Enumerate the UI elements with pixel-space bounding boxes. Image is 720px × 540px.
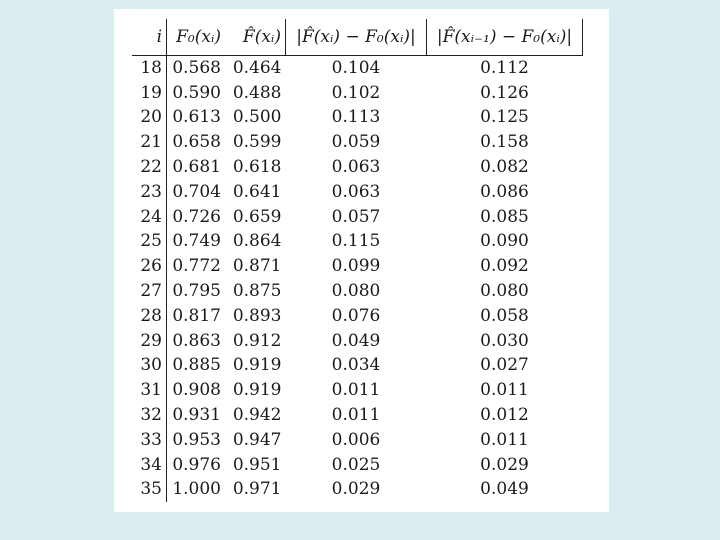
table-row bbox=[132, 453, 583, 478]
table-row bbox=[132, 81, 583, 106]
cell-abs-diff-prev: 0.158 bbox=[480, 132, 529, 153]
cell-fhat: 0.893 bbox=[232, 305, 282, 326]
cell-index: 32 bbox=[132, 403, 167, 428]
cell-fhat: 0.488 bbox=[232, 82, 282, 103]
cell-fhat: 0.618 bbox=[232, 157, 282, 178]
cell-abs-diff-prev: 0.027 bbox=[480, 355, 529, 376]
cell-fhat: 0.947 bbox=[232, 429, 282, 450]
cell-abs-diff-prev: 0.030 bbox=[480, 330, 529, 351]
cell-index: 20 bbox=[132, 106, 167, 131]
cell-index: 34 bbox=[132, 453, 167, 478]
cell-abs-diff-prev: 0.086 bbox=[480, 181, 529, 202]
cell-f0: 0.658 bbox=[172, 132, 221, 153]
cell-index: 23 bbox=[132, 180, 167, 205]
table-header bbox=[132, 19, 583, 56]
table-row bbox=[132, 205, 583, 230]
cell-abs-diff: 0.025 bbox=[331, 454, 381, 475]
cell-index: 24 bbox=[132, 205, 167, 230]
cell-fhat: 0.659 bbox=[232, 206, 282, 227]
table-row bbox=[132, 403, 583, 428]
cell-abs-diff: 0.076 bbox=[331, 305, 381, 326]
cell-f0: 0.953 bbox=[172, 429, 221, 450]
table-row bbox=[132, 478, 583, 503]
cell-fhat: 0.919 bbox=[232, 355, 282, 376]
cell-abs-diff: 0.063 bbox=[331, 181, 381, 202]
cell-abs-diff-prev: 0.126 bbox=[480, 82, 529, 103]
cell-f0: 0.590 bbox=[172, 82, 221, 103]
cell-f0: 0.885 bbox=[172, 355, 221, 376]
header-abs-diff: |F̂(xᵢ) − F₀(xᵢ)| bbox=[286, 19, 427, 56]
cell-abs-diff: 0.006 bbox=[331, 429, 381, 450]
cell-abs-diff: 0.034 bbox=[331, 355, 381, 376]
table-row bbox=[132, 304, 583, 329]
cell-abs-diff-prev: 0.082 bbox=[480, 157, 529, 178]
cell-f0: 1.000 bbox=[172, 479, 221, 500]
cell-abs-diff: 0.080 bbox=[331, 281, 381, 302]
cell-abs-diff: 0.063 bbox=[331, 157, 381, 178]
cell-abs-diff-prev: 0.085 bbox=[480, 206, 529, 227]
cell-abs-diff: 0.059 bbox=[331, 132, 381, 153]
cell-abs-diff-prev: 0.058 bbox=[480, 305, 529, 326]
cell-f0: 0.749 bbox=[172, 231, 221, 252]
cell-fhat: 0.919 bbox=[232, 380, 282, 401]
cell-abs-diff-prev: 0.125 bbox=[480, 107, 529, 128]
cell-fhat: 0.864 bbox=[232, 231, 282, 252]
cell-abs-diff-prev: 0.011 bbox=[480, 429, 529, 450]
header-fhat: F̂(xᵢ) bbox=[227, 19, 286, 56]
cell-index: 27 bbox=[132, 279, 167, 304]
table-row bbox=[132, 254, 583, 279]
cell-abs-diff: 0.049 bbox=[331, 330, 381, 351]
cell-abs-diff-prev: 0.090 bbox=[480, 231, 529, 252]
cell-abs-diff: 0.102 bbox=[331, 82, 381, 103]
cell-fhat: 0.599 bbox=[232, 132, 282, 153]
cell-f0: 0.976 bbox=[172, 454, 221, 475]
table-row bbox=[132, 56, 583, 81]
cell-fhat: 0.641 bbox=[232, 181, 282, 202]
cell-index: 18 bbox=[132, 56, 167, 81]
cell-index: 21 bbox=[132, 130, 167, 155]
table-row bbox=[132, 230, 583, 255]
cell-f0: 0.681 bbox=[172, 157, 221, 178]
cell-fhat: 0.464 bbox=[232, 57, 282, 78]
table-row bbox=[132, 130, 583, 155]
header-index: i bbox=[132, 19, 167, 56]
cell-fhat: 0.500 bbox=[232, 107, 282, 128]
cell-index: 31 bbox=[132, 378, 167, 403]
cell-index: 30 bbox=[132, 354, 167, 379]
cell-fhat: 0.971 bbox=[232, 479, 282, 500]
cell-abs-diff-prev: 0.112 bbox=[480, 57, 529, 78]
cell-f0: 0.704 bbox=[172, 181, 221, 202]
cell-abs-diff-prev: 0.049 bbox=[480, 479, 529, 500]
cell-abs-diff: 0.057 bbox=[331, 206, 381, 227]
cell-index: 25 bbox=[132, 230, 167, 255]
cell-f0: 0.931 bbox=[172, 405, 221, 426]
cell-index: 35 bbox=[132, 478, 167, 503]
header-f0: F₀(xᵢ) bbox=[167, 19, 228, 56]
cell-f0: 0.613 bbox=[172, 107, 221, 128]
cell-f0: 0.863 bbox=[172, 330, 221, 351]
cell-abs-diff: 0.115 bbox=[331, 231, 381, 252]
cell-abs-diff-prev: 0.092 bbox=[480, 256, 529, 277]
cell-index: 29 bbox=[132, 329, 167, 354]
table-row bbox=[132, 378, 583, 403]
cell-abs-diff: 0.011 bbox=[331, 405, 381, 426]
cell-abs-diff: 0.029 bbox=[331, 479, 381, 500]
cell-fhat: 0.875 bbox=[232, 281, 282, 302]
cell-fhat: 0.871 bbox=[232, 256, 282, 277]
cell-f0: 0.817 bbox=[172, 305, 221, 326]
table-row bbox=[132, 180, 583, 205]
table-body bbox=[132, 56, 583, 503]
header-row bbox=[132, 19, 583, 56]
header-abs-diff-prev: |F̂(xᵢ₋₁) − F₀(xᵢ)| bbox=[427, 19, 583, 56]
cell-index: 28 bbox=[132, 304, 167, 329]
cell-f0: 0.568 bbox=[172, 57, 221, 78]
table-row bbox=[132, 155, 583, 180]
cell-abs-diff: 0.104 bbox=[331, 57, 381, 78]
cell-index: 26 bbox=[132, 254, 167, 279]
cell-fhat: 0.942 bbox=[232, 405, 282, 426]
cell-abs-diff-prev: 0.012 bbox=[480, 405, 529, 426]
cell-f0: 0.772 bbox=[172, 256, 221, 277]
cell-abs-diff: 0.099 bbox=[331, 256, 381, 277]
cell-abs-diff-prev: 0.011 bbox=[480, 380, 529, 401]
cell-abs-diff: 0.113 bbox=[331, 107, 381, 128]
cell-abs-diff: 0.011 bbox=[331, 380, 381, 401]
table-card bbox=[114, 9, 609, 512]
table-row bbox=[132, 329, 583, 354]
table-row bbox=[132, 279, 583, 304]
cell-abs-diff-prev: 0.080 bbox=[480, 281, 529, 302]
cell-f0: 0.908 bbox=[172, 380, 221, 401]
cell-f0: 0.726 bbox=[172, 206, 221, 227]
cell-index: 22 bbox=[132, 155, 167, 180]
cell-index: 33 bbox=[132, 428, 167, 453]
cell-index: 19 bbox=[132, 81, 167, 106]
table-row bbox=[132, 354, 583, 379]
cell-fhat: 0.912 bbox=[232, 330, 282, 351]
cell-fhat: 0.951 bbox=[232, 454, 282, 475]
table-row bbox=[132, 428, 583, 453]
cell-abs-diff-prev: 0.029 bbox=[480, 454, 529, 475]
cell-f0: 0.795 bbox=[172, 281, 221, 302]
table-row bbox=[132, 106, 583, 131]
data-table bbox=[132, 19, 583, 502]
